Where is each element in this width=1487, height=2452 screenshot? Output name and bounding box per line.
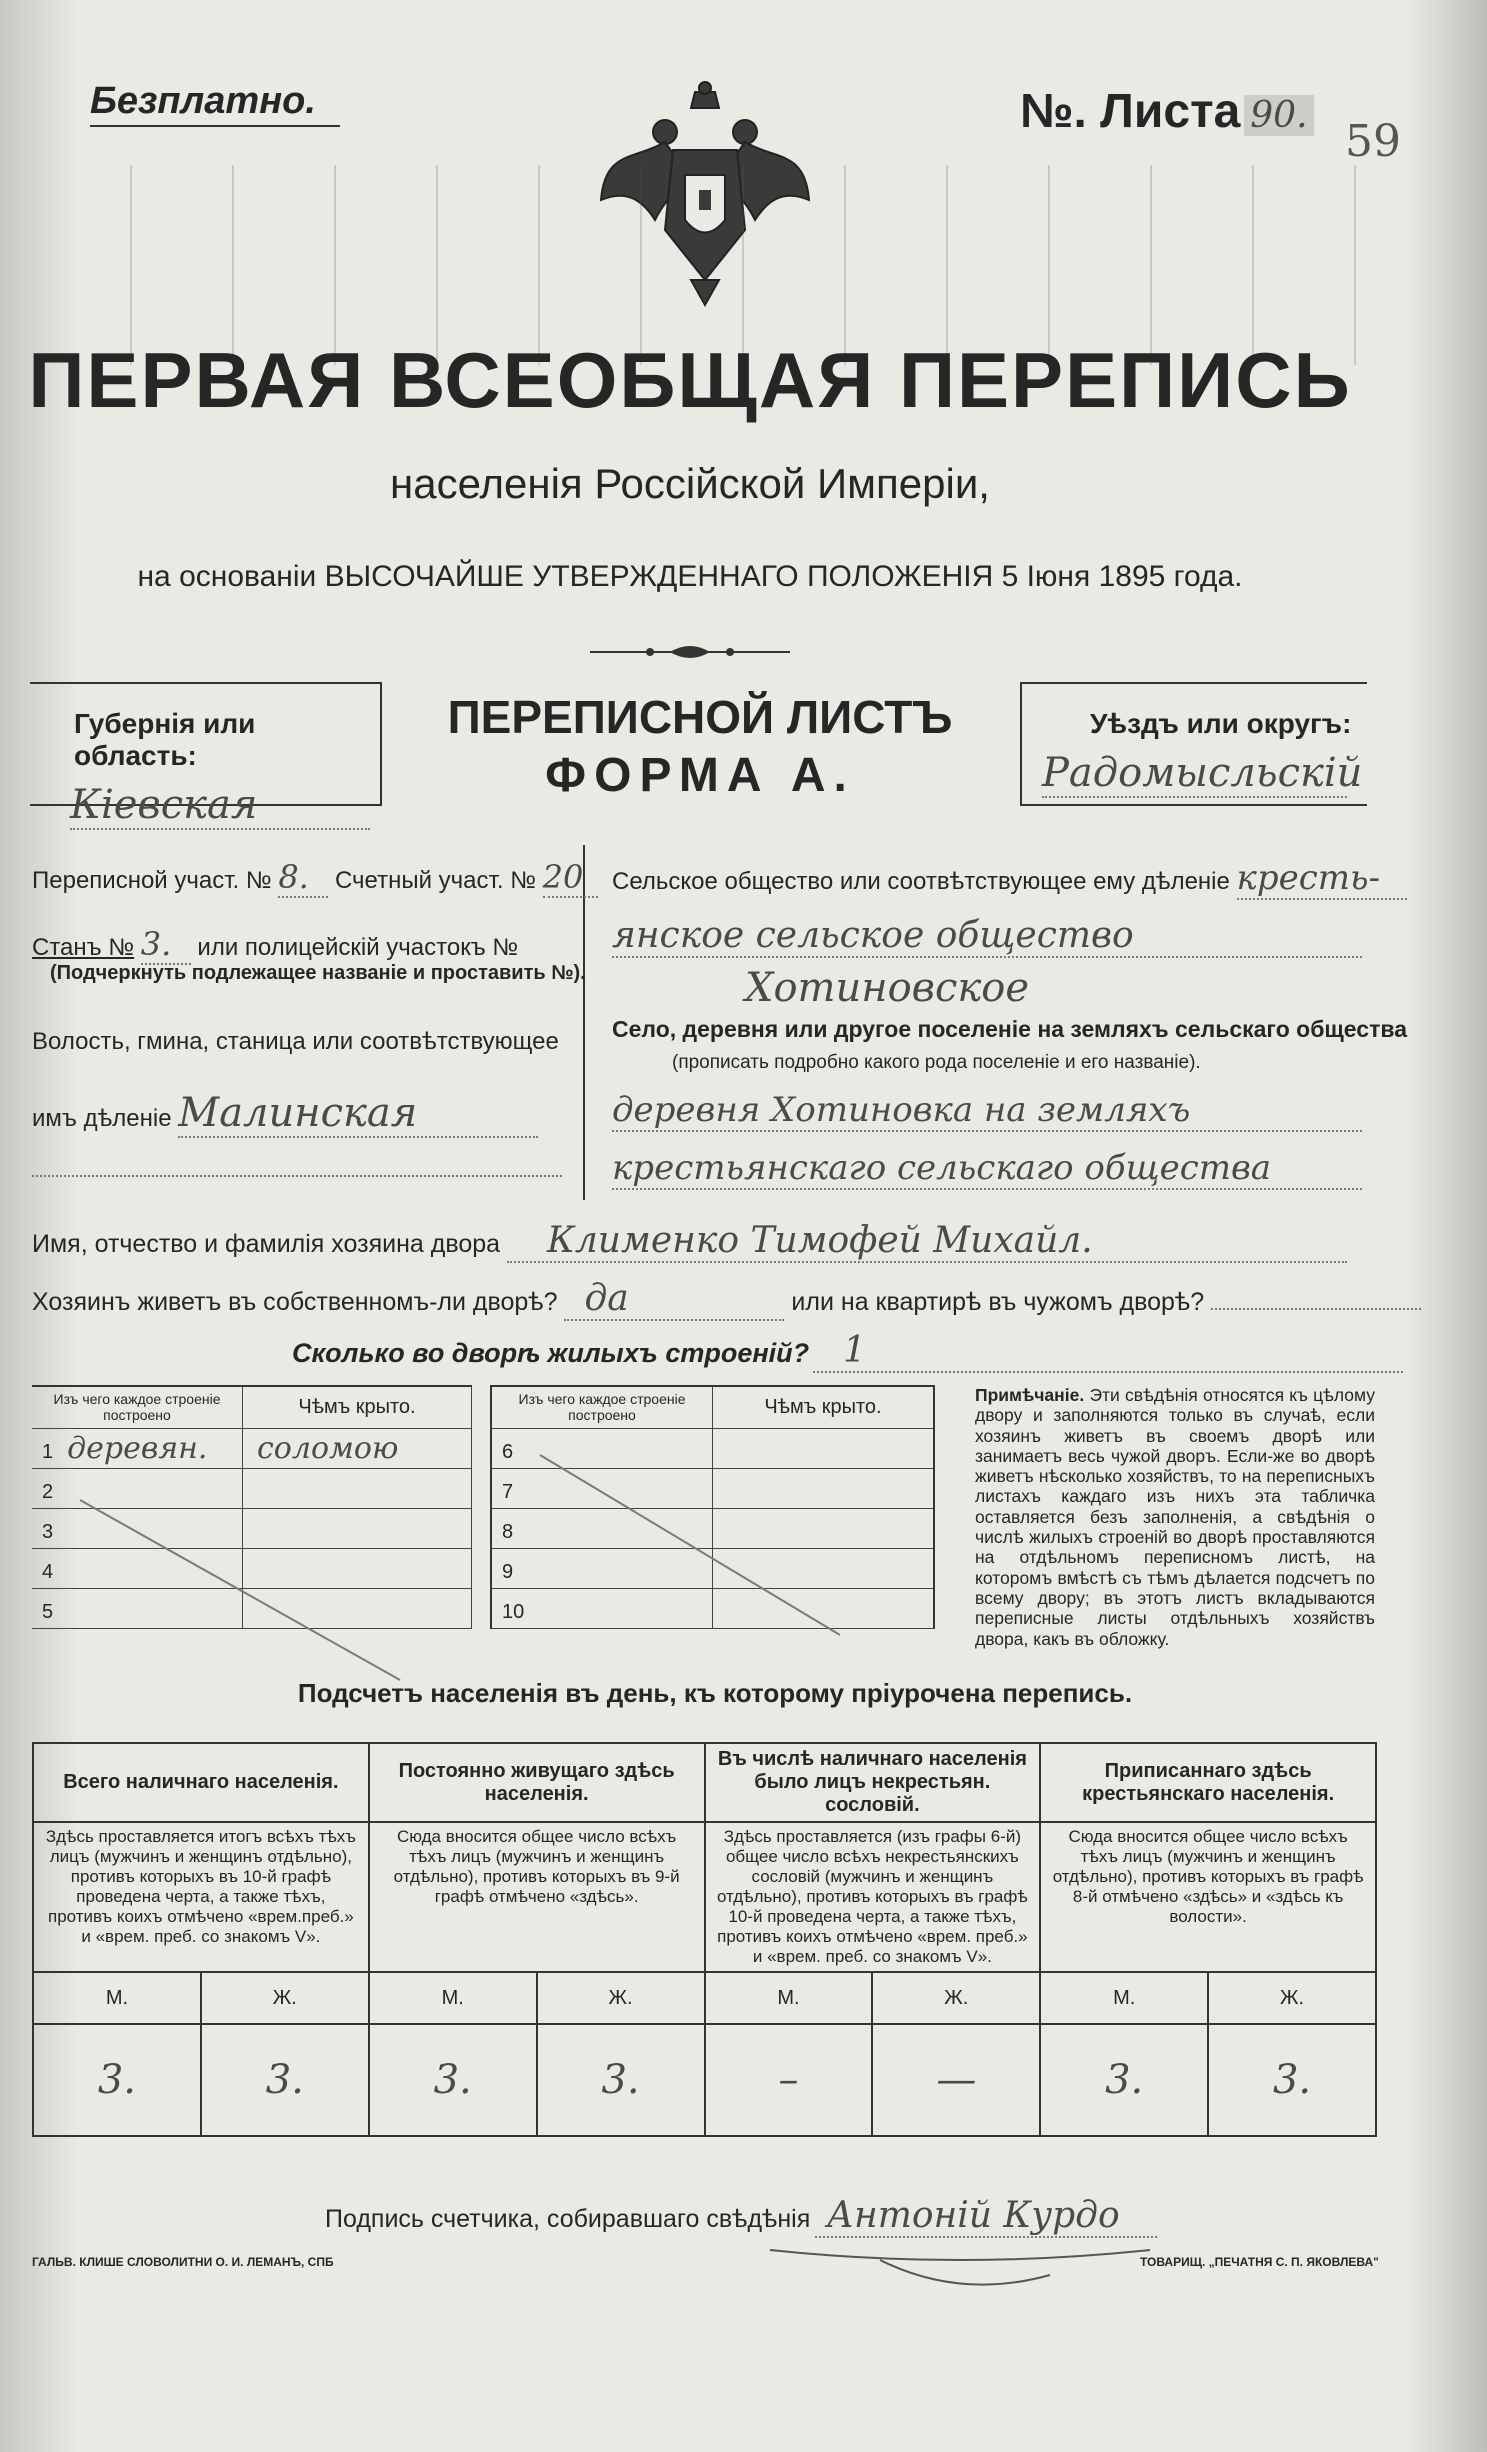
- male-count-value[interactable]: 3.: [33, 2024, 201, 2136]
- female-count-value[interactable]: 3.: [1208, 2024, 1376, 2136]
- building-row-number: 7: [502, 1480, 514, 1503]
- underline-note: (Подчеркнуть подлежащее названіе и проставить №).: [50, 962, 586, 984]
- free-label: Безплатно.: [90, 80, 316, 122]
- stan-value[interactable]: 3.: [141, 925, 191, 965]
- building-row-number: 5: [42, 1600, 54, 1623]
- count-area-label: Счетный участ. №: [334, 867, 536, 894]
- stan-label: Станъ №: [32, 934, 135, 961]
- signature-value[interactable]: Антоній Курдо: [815, 2195, 1157, 2238]
- owner-name-label: Имя, отчество и фамилія хозяина двора: [32, 1230, 501, 1258]
- summary-column-head: Всего наличнаго населенія.: [33, 1743, 369, 1822]
- census-area-value[interactable]: 8.: [278, 858, 328, 898]
- material-header-right: Изъ чего каждое строеніе построено: [491, 1386, 713, 1428]
- buildings-count-value[interactable]: 1: [813, 1330, 1403, 1373]
- owner-name-value[interactable]: Клименко Тимофей Михайл.: [507, 1220, 1347, 1263]
- building-row-number: 6: [502, 1440, 514, 1463]
- material-header: Изъ чего каждое строеніе построено: [32, 1386, 243, 1428]
- district-value[interactable]: Радомысльскій: [1042, 750, 1363, 796]
- summary-column-description: Сюда вносится общее число всѣхъ тѣхъ лицъ (мужчинъ и женщинъ отдѣльно), противъ которыхъ въ 9-й графѣ отмѣчено «здѣсь».: [369, 1822, 705, 1972]
- own-yard-label: Хозяинъ живетъ въ собственномъ-ли дворѣ?: [32, 1288, 558, 1316]
- female-header: Ж.: [201, 1972, 369, 2024]
- female-header: Ж.: [1208, 1972, 1376, 2024]
- signature-label: Подпись счетчика, собиравшаго свѣдѣнія: [325, 2205, 811, 2233]
- summary-column-description: Здѣсь проставляется итогъ всѣхъ тѣхъ лицъ (мужчинъ и женщинъ отдѣльно), противъ которыхъ въ 10-й графѣ проведена черта, а также тѣхъ, противъ коихъ отмѣчено «врем.преб.» и «врем. преб. со знакомъ V».: [33, 1822, 369, 1972]
- summary-column-head: Постоянно живущаго здѣсь населенія.: [369, 1743, 705, 1822]
- count-area-value[interactable]: 20: [543, 858, 598, 898]
- building-row-number: 9: [502, 1560, 514, 1583]
- census-area-label: Переписной участ. №: [32, 867, 272, 894]
- male-count-value[interactable]: 3.: [369, 2024, 537, 2136]
- male-header: М.: [33, 1972, 201, 2024]
- footer-left: ГАЛЬВ. КЛИШЕ СЛОВОЛИТНИ О. И. ЛЕМАНЪ, СПБ: [32, 2255, 334, 2269]
- building-roof-value[interactable]: соломою: [243, 1428, 472, 1468]
- rent-label: или на квартирѣ въ чужомъ дворѣ?: [791, 1288, 1205, 1316]
- subtitle: населенія Россійской Имперіи,: [390, 460, 990, 507]
- archive-number: 59: [1345, 116, 1401, 167]
- summary-column-description: Здѣсь проставляется (изъ графы 6-й) общее число всѣхъ некрестьянскихъ сословій (мужчинъ и женщинъ отдѣльно), противъ которыхъ въ графѣ 10-й проведена черта, а также тѣхъ, противъ коихъ отмѣчено «врем. преб.» и «врем. преб. со знакомъ V».: [705, 1822, 1041, 1972]
- village-label: Село, деревня или другое поселеніе на земляхъ сельскаго общества: [612, 1016, 1407, 1042]
- building-row-number: 1: [42, 1440, 54, 1463]
- building-row-number: 10: [502, 1600, 525, 1623]
- form-title-line1: ПЕРЕПИСНОЙ ЛИСТЪ: [447, 691, 953, 743]
- building-row-number: 4: [42, 1560, 54, 1583]
- volost-value[interactable]: Малинская: [178, 1090, 538, 1138]
- footer-right: ТОВАРИЩ. „ПЕЧАТНЯ С. П. ЯКОВЛЕВА": [1140, 2255, 1379, 2269]
- main-title: ПЕРВАЯ ВСЕОБЩАЯ ПЕРЕПИСЬ: [28, 336, 1352, 424]
- form-title-line2: ФОРМА А.: [545, 749, 855, 802]
- building-row-number: 8: [502, 1520, 514, 1543]
- male-header: М.: [705, 1972, 873, 2024]
- female-count-value[interactable]: 3.: [537, 2024, 705, 2136]
- summary-table: [32, 1742, 1377, 2137]
- roof-header-right: Чѣмъ крыто.: [713, 1386, 935, 1428]
- summary-title: Подсчетъ населенія въ день, къ которому пріурочена перепись.: [297, 1678, 1133, 1708]
- society-value-1[interactable]: кресть-: [1237, 858, 1407, 900]
- female-header: Ж.: [537, 1972, 705, 2024]
- volost-label: Волость, гмина, станица или соотвѣтствующее: [32, 1028, 559, 1055]
- village-value-1[interactable]: деревня Хотиновка на земляхъ: [612, 1090, 1362, 1132]
- village-value-2[interactable]: крестьянскаго сельскаго общества: [612, 1148, 1362, 1190]
- police-label: или полицейскій участокъ №: [197, 934, 519, 961]
- roof-header: Чѣмъ крыто.: [243, 1386, 472, 1428]
- building-row-number: 3: [42, 1520, 54, 1543]
- male-count-value[interactable]: 3.: [1040, 2024, 1208, 2136]
- summary-column-head: Приписаннаго здѣсь крестьянскаго населенія.: [1040, 1743, 1376, 1822]
- society-value-3[interactable]: Хотиновское: [745, 965, 1030, 1011]
- note-text: Эти свѣдѣнія относятся къ цѣлому двору и заполняются только въ случаѣ, если хозяинъ живетъ въ своемъ дворѣ или занимаетъ весь чужой дворъ. Если-же во дворѣ живетъ нѣсколько хозяйствъ, то на переписныхъ листахъ каждаго изъ нихъ эта табличка оставляется безъ заполненія, а свѣдѣнія о числѣ жилыхъ строеній во дворѣ проставляются на отдѣльномъ переписномъ листѣ, на которомъ вмѣстѣ съ тѣмъ дѣлается подсчетъ по всему двору; въ этотъ листъ вкладываются переписные листы отдѣльныхъ хозяйствъ двора, какъ въ обложку.: [975, 1385, 1375, 1649]
- district-label: Уѣздъ или округъ:: [1090, 708, 1352, 739]
- building-material-value[interactable]: деревян.: [67, 1430, 208, 1466]
- building-row-number: 2: [42, 1480, 54, 1503]
- female-count-value[interactable]: 3.: [201, 2024, 369, 2136]
- female-count-value[interactable]: —: [872, 2024, 1040, 2136]
- basis-line: на основаніи ВЫСОЧАЙШЕ УТВЕРЖДЕННАГО ПОЛОЖЕНІЯ 5 Іюня 1895 года.: [137, 560, 1243, 593]
- male-header: М.: [1040, 1972, 1208, 2024]
- village-note: (прописать подробно какого рода поселеніе и его названіе).: [672, 1052, 1201, 1073]
- summary-column-description: Сюда вносится общее число всѣхъ тѣхъ лицъ (мужчинъ и женщинъ отдѣльно), противъ которыхъ въ графѣ 8-й отмѣчено «здѣсь» и «здѣсь къ волости».: [1040, 1822, 1376, 1972]
- signature-flourish: [760, 2230, 1160, 2300]
- society-label: Сельское общество или соотвѣтствующее ему дѣленіе: [612, 868, 1230, 895]
- female-header: Ж.: [872, 1972, 1040, 2024]
- male-count-value[interactable]: –: [705, 2024, 873, 2136]
- society-value-2[interactable]: янское сельское общество: [612, 915, 1362, 958]
- own-yard-value[interactable]: да: [564, 1278, 784, 1321]
- summary-column-head: Въ числѣ наличнаго населенія было лицъ некрестьян. сословій.: [705, 1743, 1041, 1822]
- male-header: М.: [369, 1972, 537, 2024]
- province-label: Губернія или область:: [74, 708, 256, 771]
- volost-label-2: имъ дѣленіе: [32, 1105, 172, 1132]
- note-heading: Примѣчаніе.: [975, 1385, 1085, 1405]
- province-value[interactable]: Кіевская: [70, 782, 370, 830]
- note-block: [975, 1385, 1375, 1649]
- sheet-number-value: 90.: [1244, 95, 1313, 136]
- sheet-number-label: №. Листа: [1020, 85, 1241, 138]
- buildings-count-label: Сколько во дворѣ жилыхъ строеній?: [292, 1338, 810, 1368]
